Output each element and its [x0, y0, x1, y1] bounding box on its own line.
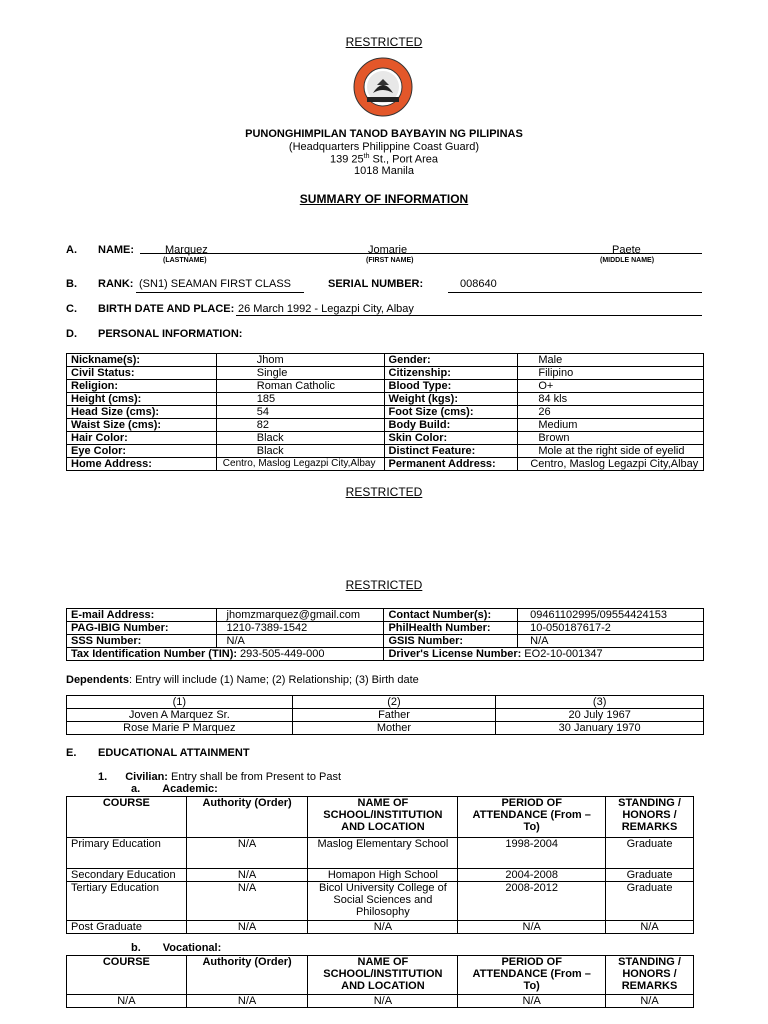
field-value: 185 [216, 393, 384, 406]
birth-label: BIRTH DATE AND PLACE: [98, 303, 235, 315]
rank-label: RANK: [98, 278, 134, 290]
academic-header-row [67, 797, 694, 838]
column-header: PERIOD OF ATTENDANCE (From – To) [458, 797, 606, 838]
field-label: Skin Color: [384, 432, 518, 445]
org-name-english: (Headquarters Philippine Coast Guard) [288, 141, 480, 153]
serial-underline [448, 292, 702, 293]
dependents-header-row [67, 696, 704, 709]
personal-info-label: PERSONAL INFORMATION: [98, 328, 243, 340]
personal-info-row [67, 432, 704, 445]
field-value: Medium [518, 419, 704, 432]
field-value: Jhom [216, 354, 384, 367]
field-label: Weight (kgs): [384, 393, 518, 406]
field-value: Filipino [518, 367, 704, 380]
field-value: 84 kls [518, 393, 704, 406]
personal-info-table [66, 353, 704, 471]
field-label: SSS Number: [67, 635, 217, 648]
field-label: Head Size (cms): [67, 406, 217, 419]
academic-row [67, 882, 694, 921]
field-label: Hair Color: [67, 432, 217, 445]
column-header: COURSE [67, 956, 187, 995]
column-header: PERIOD OF ATTENDANCE (From – To) [458, 956, 606, 995]
first-name-caption: (FIRST NAME) [366, 257, 414, 264]
contact-info-table [66, 608, 704, 661]
academic-cell: Graduate [606, 869, 694, 882]
section-d-letter: D. [66, 328, 77, 340]
field-label: Tax Identification Number (TIN): [71, 648, 238, 660]
column-header: NAME OF SCHOOL/INSTITUTION AND LOCATION [308, 956, 458, 995]
vocational-cell: N/A [67, 995, 187, 1008]
academic-table [66, 796, 694, 934]
rank-value: (SN1) SEAMAN FIRST CLASS [139, 278, 291, 290]
field-value: Male [518, 354, 704, 367]
academic-cell: 2004-2008 [458, 869, 606, 882]
field-value: 26 [518, 406, 704, 419]
academic-heading: a. Academic: [131, 783, 218, 795]
academic-cell: Tertiary Education [67, 882, 187, 921]
field-value: Centro, Maslog Legazpi City,Albay [216, 458, 384, 471]
field-value: Roman Catholic [216, 380, 384, 393]
vocational-heading: b. Vocational: [131, 942, 222, 954]
field-value: N/A [216, 635, 384, 648]
serial-number-label: SERIAL NUMBER: [328, 278, 424, 290]
academic-row [67, 869, 694, 882]
academic-cell: Maslog Elementary School [308, 838, 458, 869]
field-label: Nickname(s): [67, 354, 217, 367]
dependent-cell: 30 January 1970 [496, 722, 704, 735]
restricted-marking-top: RESTRICTED [345, 35, 423, 49]
personal-info-row [67, 458, 704, 471]
field-label: Height (cms): [67, 393, 217, 406]
coast-guard-seal [353, 57, 413, 117]
academic-cell: N/A [458, 921, 606, 934]
restricted-marking-page2: RESTRICTED [345, 578, 423, 592]
personal-info-row [67, 419, 704, 432]
vocational-cell: N/A [606, 995, 694, 1008]
section-b-letter: B. [66, 278, 77, 290]
academic-row [67, 921, 694, 934]
section-e-letter: E. [66, 747, 77, 759]
first-name: Jomarie [368, 244, 408, 256]
dependent-row [67, 722, 704, 735]
academic-cell: N/A [186, 882, 308, 921]
field-label: PAG-IBIG Number: [67, 622, 217, 635]
dependent-cell: 20 July 1967 [496, 709, 704, 722]
field-value: N/A [518, 635, 704, 648]
field-value: Centro, Maslog Legazpi City,Albay [518, 458, 704, 471]
academic-cell: Homapon High School [308, 869, 458, 882]
dependent-cell: Mother [292, 722, 496, 735]
academic-cell: Graduate [606, 838, 694, 869]
academic-cell: Secondary Education [67, 869, 187, 882]
dependents-heading: Dependents: Entry will include (1) Name; (2) Relationship; (3) Birth date [66, 674, 419, 686]
column-header: Authority (Order) [186, 797, 308, 838]
vocational-header-row [67, 956, 694, 995]
academic-cell: N/A [308, 921, 458, 934]
field-label: Permanent Address: [384, 458, 518, 471]
org-city: 1018 Manila [354, 165, 414, 177]
field-value: Black [216, 445, 384, 458]
field-value: jhomzmarquez@gmail.com [216, 609, 384, 622]
civilian-heading: 1. Civilian: Entry shall be from Present to Past [98, 771, 342, 783]
field-label: Home Address: [67, 458, 217, 471]
field-value: 293-505-449-000 [240, 648, 325, 660]
middle-name: Paete [612, 244, 641, 256]
document-title: SUMMARY OF INFORMATION [299, 192, 469, 206]
last-name: Marquez [165, 244, 208, 256]
contact-info-row [67, 622, 704, 635]
contact-info-row [67, 648, 704, 661]
column-header: (3) [496, 696, 704, 709]
contact-info-row [67, 609, 704, 622]
dependents-table [66, 695, 704, 735]
academic-cell: 2008-2012 [458, 882, 606, 921]
name-underline [140, 253, 702, 254]
personal-info-row [67, 445, 704, 458]
last-name-caption: (LASTNAME) [163, 257, 207, 264]
field-value: 1210-7389-1542 [216, 622, 384, 635]
academic-cell: N/A [186, 869, 308, 882]
middle-name-caption: (MIDDLE NAME) [600, 257, 655, 264]
field-label: Contact Number(s): [384, 609, 518, 622]
dependent-cell: Joven A Marquez Sr. [67, 709, 293, 722]
field-label: Citizenship: [384, 367, 518, 380]
academic-cell: Bicol University College of Social Sciences and Philosophy [308, 882, 458, 921]
field-label: PhilHealth Number: [384, 622, 518, 635]
academic-cell: N/A [606, 921, 694, 934]
field-value: O+ [518, 380, 704, 393]
vocational-cell: N/A [186, 995, 308, 1008]
field-label: Blood Type: [384, 380, 518, 393]
org-name: PUNONGHIMPILAN TANOD BAYBAYIN NG PILIPINAS [245, 128, 523, 140]
column-header: COURSE [67, 797, 187, 838]
field-label: Waist Size (cms): [67, 419, 217, 432]
column-header: STANDING / HONORS / REMARKS [606, 956, 694, 995]
field-label: Eye Color: [67, 445, 217, 458]
field-value: 09461102995/09554424153 [518, 609, 704, 622]
column-header: (2) [292, 696, 496, 709]
restricted-marking-middle: RESTRICTED [345, 485, 423, 499]
license-cell [384, 648, 704, 661]
column-header: NAME OF SCHOOL/INSTITUTION AND LOCATION [308, 797, 458, 838]
dependent-cell: Rose Marie P Marquez [67, 722, 293, 735]
field-value: EO2-10-001347 [524, 648, 603, 660]
dependent-cell: Father [292, 709, 496, 722]
academic-cell: N/A [186, 921, 308, 934]
field-value: 54 [216, 406, 384, 419]
field-label: E-mail Address: [67, 609, 217, 622]
birth-underline [236, 315, 702, 316]
academic-cell: Primary Education [67, 838, 187, 869]
field-label: Distinct Feature: [384, 445, 518, 458]
field-value: 10-050187617-2 [518, 622, 704, 635]
personal-info-row [67, 380, 704, 393]
academic-row [67, 838, 694, 869]
contact-info-row [67, 635, 704, 648]
personal-info-row [67, 354, 704, 367]
field-value: Single [216, 367, 384, 380]
personal-info-row [67, 393, 704, 406]
field-value: Brown [518, 432, 704, 445]
education-label: EDUCATIONAL ATTAINMENT [98, 747, 250, 759]
academic-cell: 1998-2004 [458, 838, 606, 869]
academic-cell: Graduate [606, 882, 694, 921]
vocational-table [66, 955, 694, 1008]
field-value: 82 [216, 419, 384, 432]
section-c-letter: C. [66, 303, 77, 315]
field-label: Religion: [67, 380, 217, 393]
academic-cell: N/A [186, 838, 308, 869]
dependent-row [67, 709, 704, 722]
field-label: Gender: [384, 354, 518, 367]
serial-number-value: 008640 [460, 278, 497, 290]
column-header: STANDING / HONORS / REMARKS [606, 797, 694, 838]
field-label: Civil Status: [67, 367, 217, 380]
field-label: Body Build: [384, 419, 518, 432]
vocational-cell: N/A [458, 995, 606, 1008]
vocational-row [67, 995, 694, 1008]
column-header: (1) [67, 696, 293, 709]
section-a-letter: A. [66, 244, 77, 256]
org-address: 139 25th St., Port Area [330, 153, 438, 166]
rank-underline [136, 292, 304, 293]
personal-info-row [67, 367, 704, 380]
field-value: Black [216, 432, 384, 445]
birth-value: 26 March 1992 - Legazpi City, Albay [238, 303, 414, 315]
academic-cell: Post Graduate [67, 921, 187, 934]
personal-info-row [67, 406, 704, 419]
field-label: Driver's License Number: [388, 648, 522, 660]
field-label: Foot Size (cms): [384, 406, 518, 419]
tin-cell [67, 648, 384, 661]
field-value: Mole at the right side of eyelid [518, 445, 704, 458]
vocational-cell: N/A [308, 995, 458, 1008]
column-header: Authority (Order) [186, 956, 308, 995]
name-label: NAME: [98, 244, 135, 256]
field-label: GSIS Number: [384, 635, 518, 648]
